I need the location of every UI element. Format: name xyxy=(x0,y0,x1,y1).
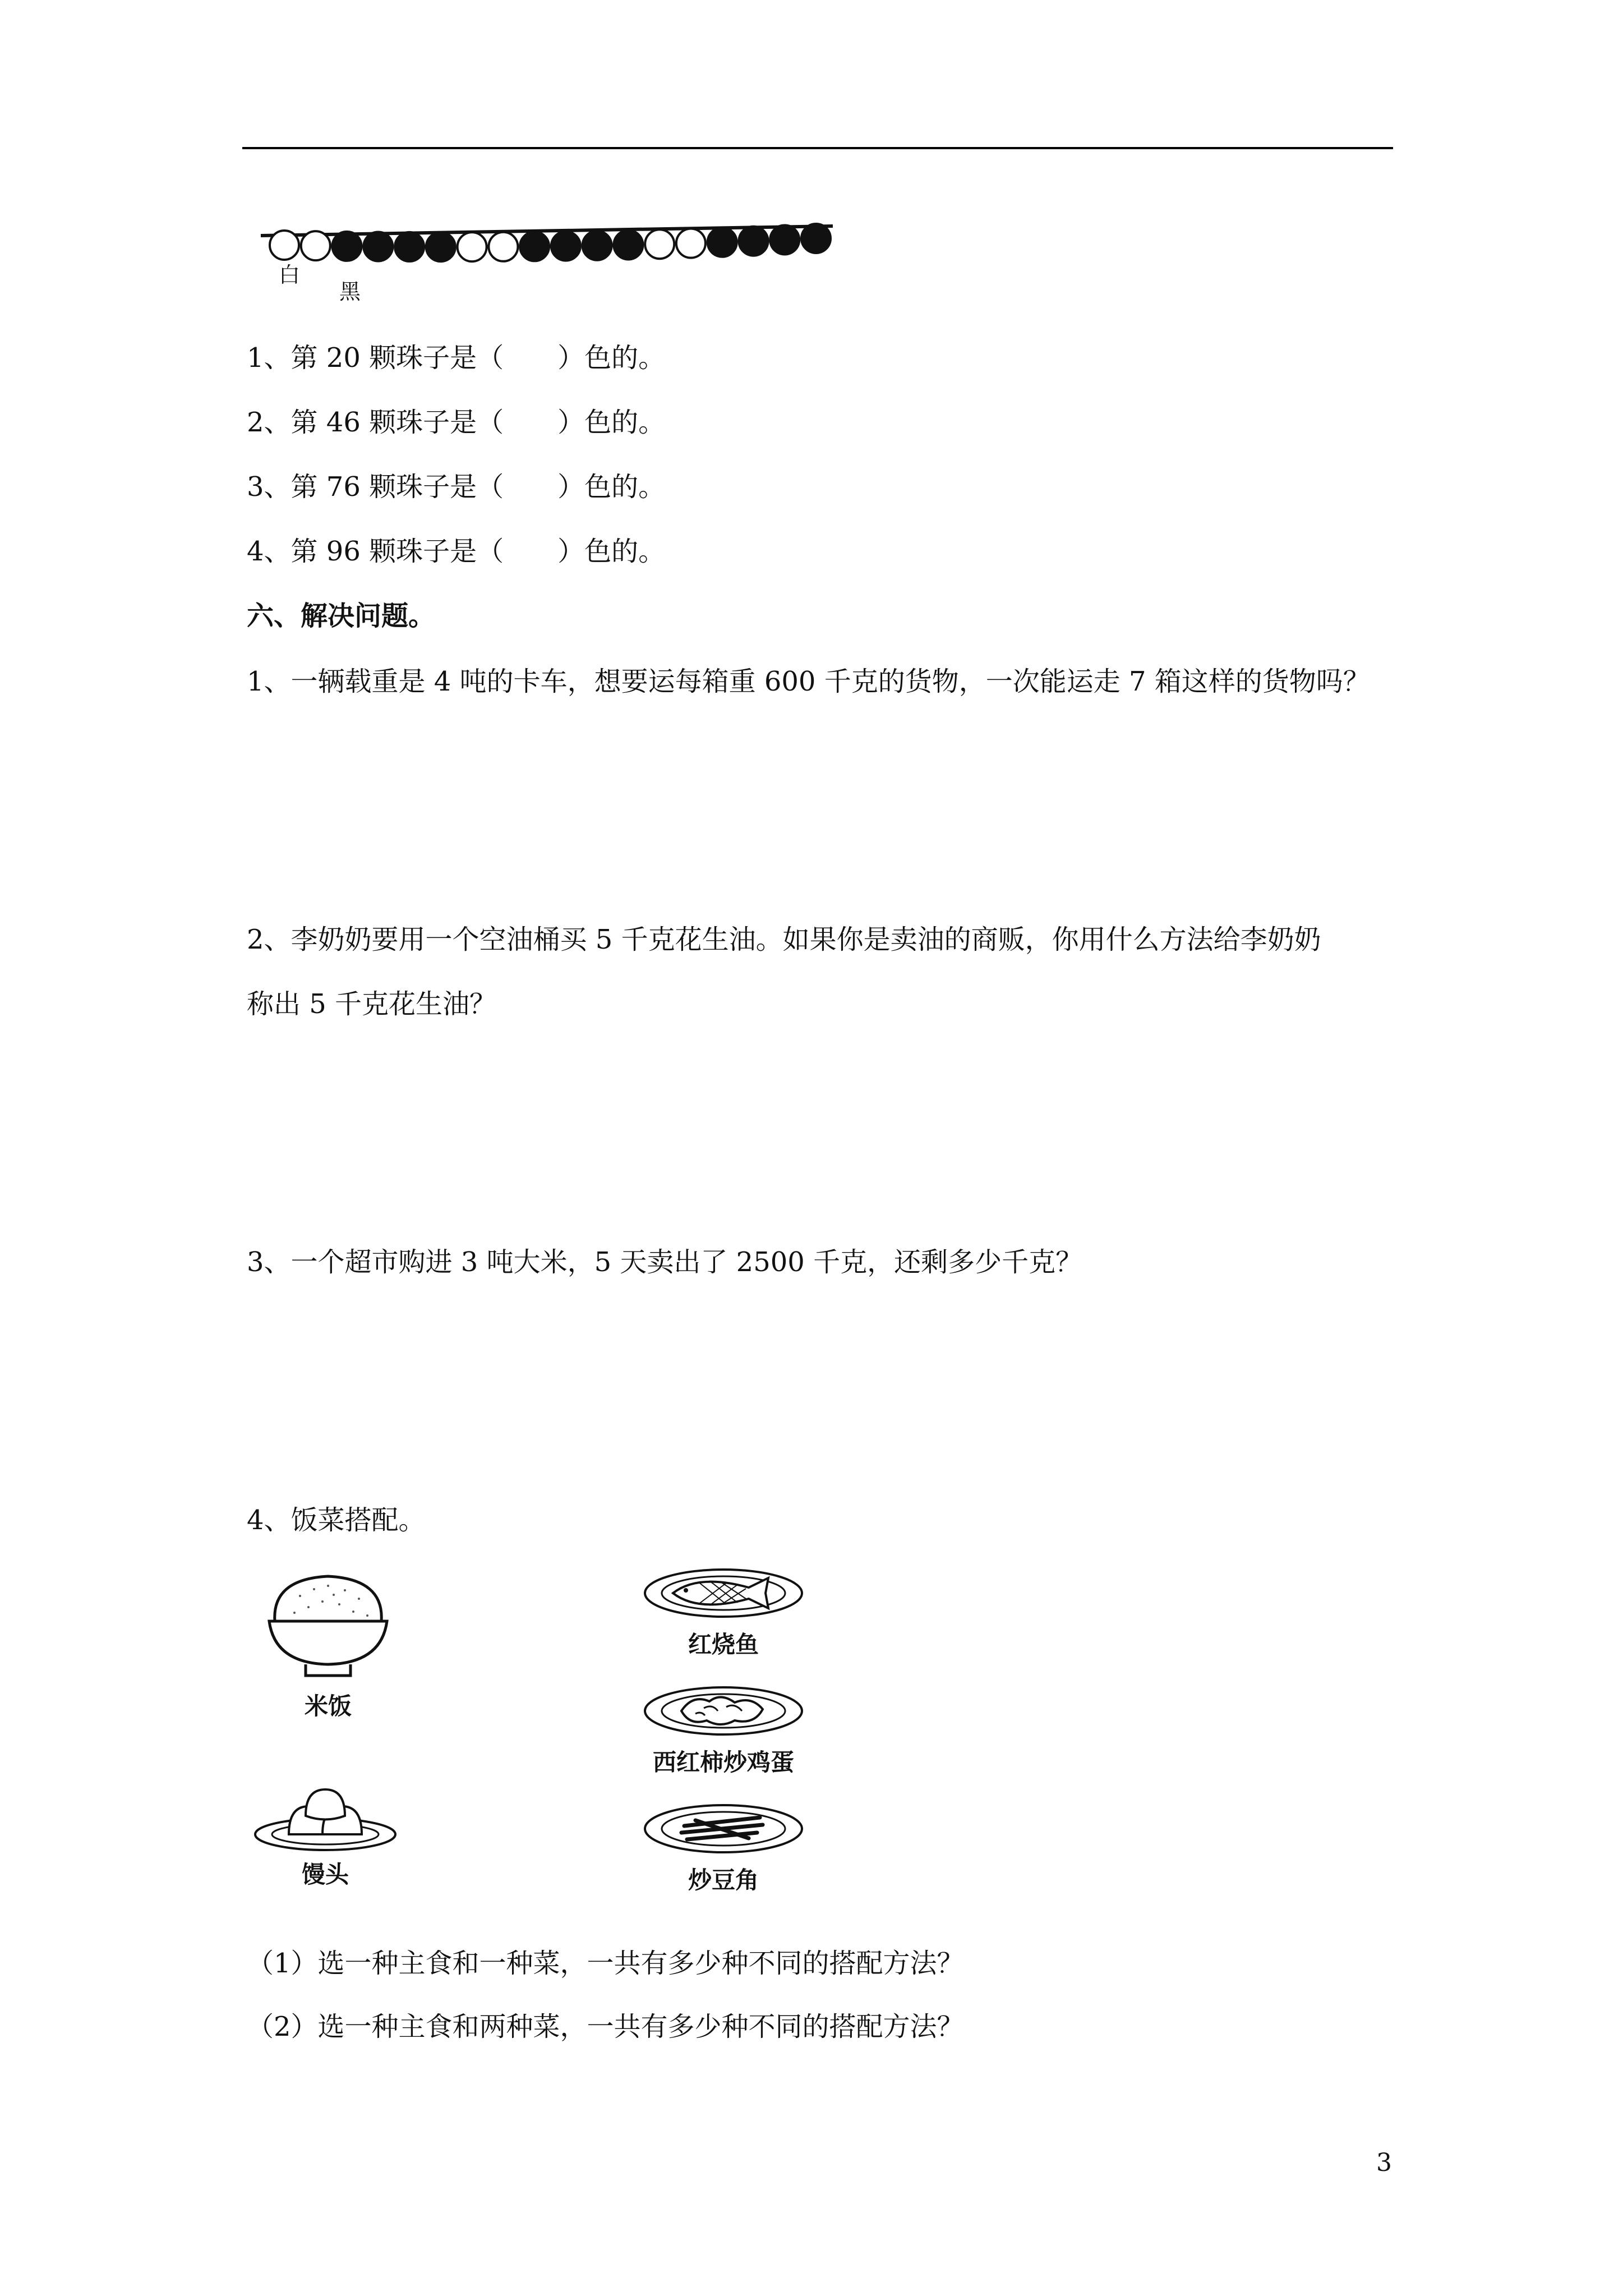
black-bead xyxy=(333,232,362,261)
fish-dish-icon xyxy=(642,1562,805,1624)
sub-question-1: （1）选一种主食和一种菜，一共有多少种不同的搭配方法？ xyxy=(247,1948,964,1979)
white-bead xyxy=(301,231,330,260)
problem-1: 1、一辆载重是 4 吨的卡车，想要运每箱重 600 千克的货物，一次能运走 7 箱这样的货物吗？ xyxy=(247,666,1370,697)
black-bead xyxy=(395,232,424,261)
problem-2: 2、李奶奶要用一个空油桶买 5 千克花生油。如果你是卖油的商贩，你用什么方法给李奶奶 xyxy=(247,924,1321,955)
green-beans-label: 炒豆角 xyxy=(688,1866,759,1894)
sub-question-2: （2）选一种主食和两种菜，一共有多少种不同的搭配方法？ xyxy=(247,2011,964,2042)
black-bead xyxy=(520,232,549,261)
problem-4: 4、饭菜搭配。 xyxy=(247,1504,426,1536)
page-number: 3 xyxy=(1376,2148,1392,2177)
white-bead xyxy=(270,231,299,260)
problem-3: 3、一个超市购进 3 吨大米，5 天卖出了 2500 千克，还剩多少千克？ xyxy=(247,1246,1083,1278)
tomato-egg-label: 西红柿炒鸡蛋 xyxy=(652,1749,794,1776)
black-bead xyxy=(708,228,737,257)
steamed-buns-icon xyxy=(250,1781,401,1854)
black-bead xyxy=(614,231,643,260)
tomato-egg-dish-icon xyxy=(642,1680,805,1742)
bead-string-figure xyxy=(255,216,844,306)
rice-label: 米饭 xyxy=(304,1692,352,1720)
white-bead xyxy=(645,229,674,259)
section-six-title: 六、解决问题。 xyxy=(247,600,436,632)
bead-question-3: 3、第 76 颗珠子是（ ）色的。 xyxy=(247,471,666,503)
food-fish xyxy=(639,1562,808,1660)
black-bead xyxy=(426,232,455,261)
header-rule xyxy=(242,147,1393,149)
bead-question-1: 1、第 20 颗珠子是（ ）色的。 xyxy=(247,342,666,374)
food-green-beans xyxy=(639,1798,808,1895)
black-bead xyxy=(801,224,831,253)
black-bead xyxy=(551,232,580,261)
white-bead xyxy=(676,229,706,258)
problem-2-continued: 称出 5 千克花生油？ xyxy=(247,988,497,1020)
food-steamed-buns xyxy=(247,1781,404,1890)
green-beans-dish-icon xyxy=(642,1798,805,1860)
white-bead xyxy=(458,232,487,261)
fish-label: 红烧鱼 xyxy=(688,1631,759,1658)
black-bead xyxy=(770,226,799,255)
white-bead xyxy=(488,232,518,261)
food-rice xyxy=(252,1568,404,1722)
white-label: 白 xyxy=(279,263,301,287)
rice-bowl-icon xyxy=(261,1568,395,1686)
steamed-buns-label: 馒头 xyxy=(301,1861,349,1888)
bead-question-4: 4、第 96 颗珠子是（ ）色的。 xyxy=(247,536,666,567)
food-tomato-egg xyxy=(623,1680,824,1778)
black-bead xyxy=(363,232,393,261)
bead-question-2: 2、第 46 颗珠子是（ ）色的。 xyxy=(247,407,666,438)
black-label: 黑 xyxy=(339,279,361,304)
black-bead xyxy=(583,231,612,260)
black-bead xyxy=(739,227,768,256)
